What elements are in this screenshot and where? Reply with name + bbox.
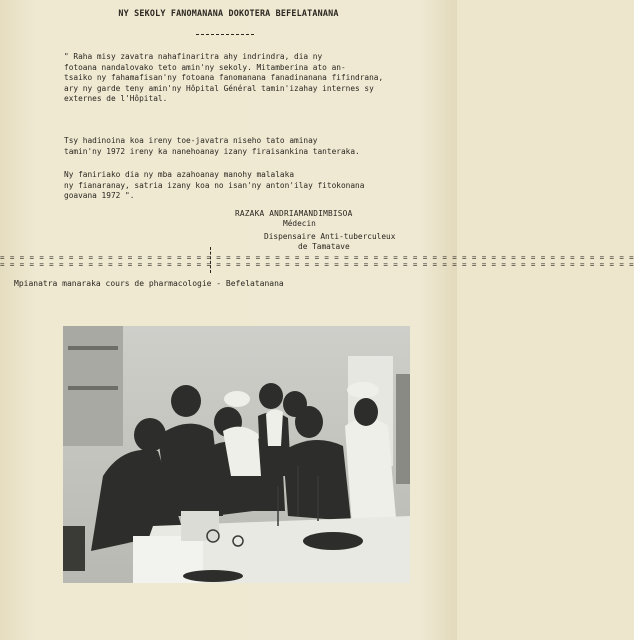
pharmacology-class-photo [63, 326, 410, 583]
photo-illustration [63, 326, 410, 583]
document-heading: NY SEKOLY FANOMANANA DOKOTERA BEFELATANANA [118, 8, 339, 18]
photo-caption: Mpianatra manaraka cours de pharmacologie - Befelatanana [14, 279, 284, 288]
signature-place-line-1: Dispensaire Anti-tuberculeux [264, 232, 396, 241]
signature-place-line-2: de Tamatave [298, 242, 350, 251]
quote-paragraph-2: Tsy hadinoina koa ireny toe-javatra niseho tato aminay tamin'ny 1972 ireny ka nanehoanay izany firaisankina tanteraka. [64, 136, 360, 156]
section-divider-bottom: = = = = = = = = = = = = = = = = = = = = = = = = = = = = = = = = = = = = = = = = = = = = = = = = = = = = = = = = = = = = = = = = = [0, 260, 634, 269]
signature-role: Médecin [283, 219, 316, 228]
signature-name: RAZAKA ANDRIAMANDIMBISOA [235, 209, 353, 218]
quote-paragraph-3: Ny faniriako dia ny mba azahoanay manohy malalaka ny fianaranay, satria izany koa no isan'ny anton'ilay fitokonana goavana 1972 ". [64, 170, 365, 201]
section-divider-top: = = = = = = = = = = = = = = = = = = = = = = = = = = = = = = = = = = = = = = = = = = = = = = = = = = = = = = = = = = = = = = = = = [0, 253, 634, 262]
heading-underline [196, 34, 254, 35]
quote-paragraph-1: " Raha misy zavatra nahafinaritra ahy indrindra, dia ny fotoana nandalovako teto amin'ny sekoly. Mitamberina ato an- tsaiko ny fahamafisan'ny fotoana fanomanana fanadinanana fifindrana, ary ny garde teny amin'ny Hôpital Général tamin'izahay internes sy externes de l'Hôpital. [64, 52, 384, 104]
